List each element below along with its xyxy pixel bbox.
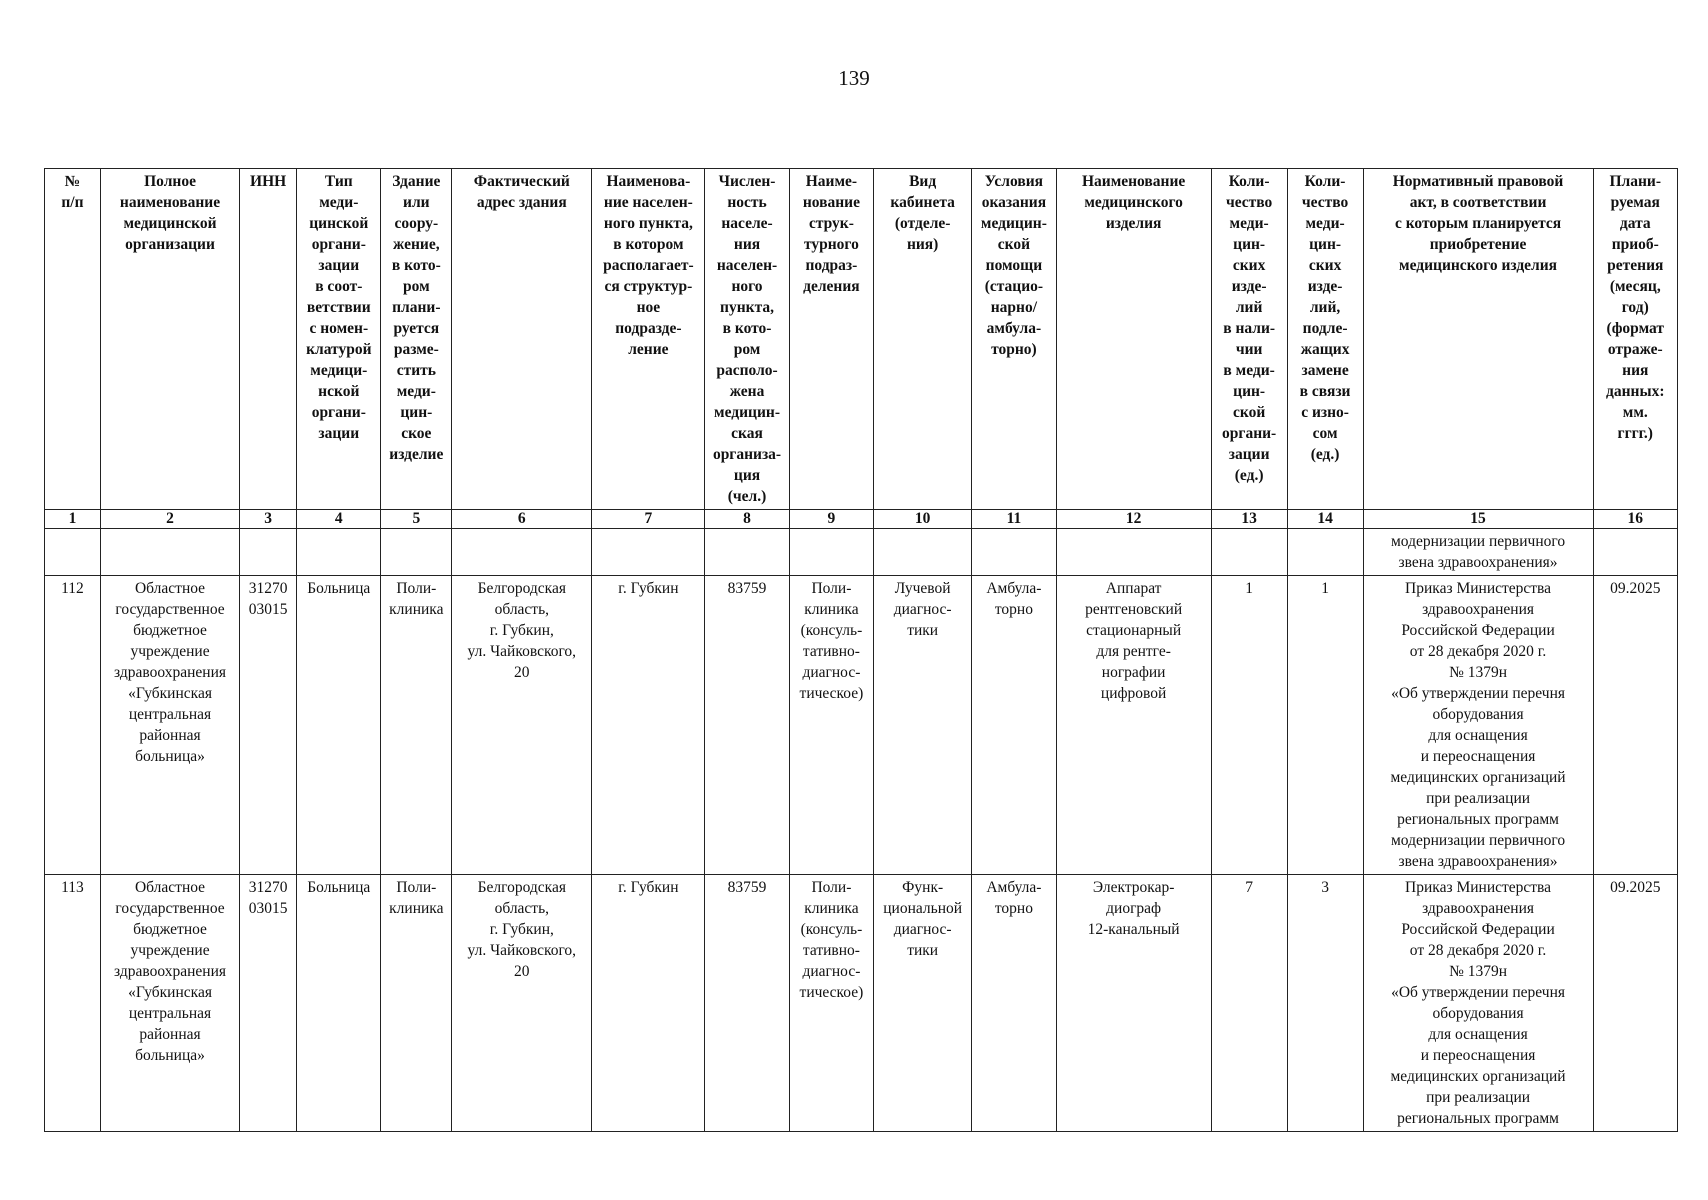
empty-cell [1287, 529, 1363, 576]
header-cell-13: Коли- чество меди- цин- ских изде- лий в нали- чии в меди- цин- ской органи- зации (ед.) [1211, 169, 1287, 510]
column-number: 10 [874, 510, 972, 529]
header-cell-14: Коли- чество меди- цин- ских изде- лий, подле- жащих замене в связи с изно- сом (ед.) [1287, 169, 1363, 510]
header-cell-6: Фактический адрес здания [452, 169, 592, 510]
subdivision: Поли- клиника (консуль- тативно- диагнос- тическое) [789, 875, 873, 1132]
locality: г. Губкин [592, 576, 705, 875]
header-cell-1: № п/п [45, 169, 101, 510]
column-number: 9 [789, 510, 873, 529]
row-number: 113 [45, 875, 101, 1132]
legal-act: Приказ Министерства здравоохранения Российской Федерации от 28 декабря 2020 г. № 1379н «Об утверждении перечня оборудования для оснащения и переоснащения медицинских организаций при реализации региональных программ модернизации первичного звена здравоохранения» [1363, 576, 1593, 875]
cabinet: Лучевой диагнос- тики [874, 576, 972, 875]
conditions: Амбула- торно [972, 875, 1056, 1132]
column-number: 5 [381, 510, 452, 529]
population: 83759 [705, 576, 789, 875]
column-number: 7 [592, 510, 705, 529]
column-number: 4 [297, 510, 381, 529]
building: Поли- клиника [381, 875, 452, 1132]
organization-name: Областное государственное бюджетное учреждение здравоохранения «Губкинская центральная районная больница» [100, 576, 239, 875]
planned-date: 09.2025 [1593, 576, 1677, 875]
continuation-legal-act: модернизации первичного звена здравоохранения» [1363, 529, 1593, 576]
inn: 31270 03015 [240, 576, 297, 875]
empty-cell [972, 529, 1056, 576]
organization-name: Областное государственное бюджетное учреждение здравоохранения «Губкинская центральная районная больница» [100, 875, 239, 1132]
header-cell-3: ИНН [240, 169, 297, 510]
address: Белгородская область, г. Губкин, ул. Чайковского, 20 [452, 576, 592, 875]
cabinet: Функ- циональной диагнос- тики [874, 875, 972, 1132]
conditions: Амбула- торно [972, 576, 1056, 875]
header-cell-5: Здание или соору- жение, в кото- ром плани- руется разме- стить меди- цин- ское изделие [381, 169, 452, 510]
qty-replace: 3 [1287, 875, 1363, 1132]
planned-date: 09.2025 [1593, 875, 1677, 1132]
header-cell-10: Вид кабинета (отделе- ния) [874, 169, 972, 510]
population: 83759 [705, 875, 789, 1132]
empty-cell [452, 529, 592, 576]
locality: г. Губкин [592, 875, 705, 1132]
empty-cell [240, 529, 297, 576]
column-number: 12 [1056, 510, 1211, 529]
empty-cell [705, 529, 789, 576]
column-number: 1 [45, 510, 101, 529]
page-number: 139 [838, 66, 870, 90]
subdivision: Поли- клиника (консуль- тативно- диагнос- тическое) [789, 576, 873, 875]
column-number-row [45, 510, 1678, 529]
header-cell-9: Наиме- нование струк- турного подраз- деления [789, 169, 873, 510]
column-number: 8 [705, 510, 789, 529]
qty-replace: 1 [1287, 576, 1363, 875]
empty-cell [874, 529, 972, 576]
empty-cell [1593, 529, 1677, 576]
header-cell-12: Наименование медицинского изделия [1056, 169, 1211, 510]
empty-cell [381, 529, 452, 576]
empty-cell [789, 529, 873, 576]
column-number: 15 [1363, 510, 1593, 529]
qty-available: 1 [1211, 576, 1287, 875]
column-number: 14 [1287, 510, 1363, 529]
header-cell-2: Полное наименование медицинской организации [100, 169, 239, 510]
header-cell-4: Тип меди- цинской органи- зации в соот- ветствии с номен- клатурой медици- нской органи- зации [297, 169, 381, 510]
column-number: 11 [972, 510, 1056, 529]
header-cell-11: Условия оказания медицин- ской помощи (стацио- нарно/ амбула- торно) [972, 169, 1056, 510]
header-cell-8: Числен- ность населе- ния населен- ного пункта, в кото- ром располо- жена медицин- ская организа- ция (чел.) [705, 169, 789, 510]
device-name: Электрокар- диограф 12-канальный [1056, 875, 1211, 1132]
continuation-row [45, 529, 1678, 576]
empty-cell [297, 529, 381, 576]
header-cell-7: Наименова- ние населен- ного пункта, в котором располагает- ся структур- ное подразде- ление [592, 169, 705, 510]
empty-cell [1056, 529, 1211, 576]
device-name: Аппарат рентгеновский стационарный для рентге- нографии цифровой [1056, 576, 1211, 875]
organization-type: Больница [297, 576, 381, 875]
header-cell-16: Плани- руемая дата приоб- ретения (месяц, год) (формат отраже- ния данных: мм. гггг.) [1593, 169, 1677, 510]
column-number: 2 [100, 510, 239, 529]
column-number: 13 [1211, 510, 1287, 529]
empty-cell [45, 529, 101, 576]
equipment-table [44, 168, 1678, 1132]
address: Белгородская область, г. Губкин, ул. Чайковского, 20 [452, 875, 592, 1132]
column-number: 16 [1593, 510, 1677, 529]
column-number: 6 [452, 510, 592, 529]
legal-act: Приказ Министерства здравоохранения Российской Федерации от 28 декабря 2020 г. № 1379н «Об утверждении перечня оборудования для оснащения и переоснащения медицинских организаций при реализации региональных программ [1363, 875, 1593, 1132]
organization-type: Больница [297, 875, 381, 1132]
header-cell-15: Нормативный правовой акт, в соответствии с которым планируется приобретение медицинского изделия [1363, 169, 1593, 510]
column-number: 3 [240, 510, 297, 529]
building: Поли- клиника [381, 576, 452, 875]
inn: 31270 03015 [240, 875, 297, 1132]
header-row [45, 169, 1678, 510]
table-row [45, 576, 1678, 875]
empty-cell [592, 529, 705, 576]
qty-available: 7 [1211, 875, 1287, 1132]
row-number: 112 [45, 576, 101, 875]
empty-cell [1211, 529, 1287, 576]
table-row [45, 875, 1678, 1132]
empty-cell [100, 529, 239, 576]
